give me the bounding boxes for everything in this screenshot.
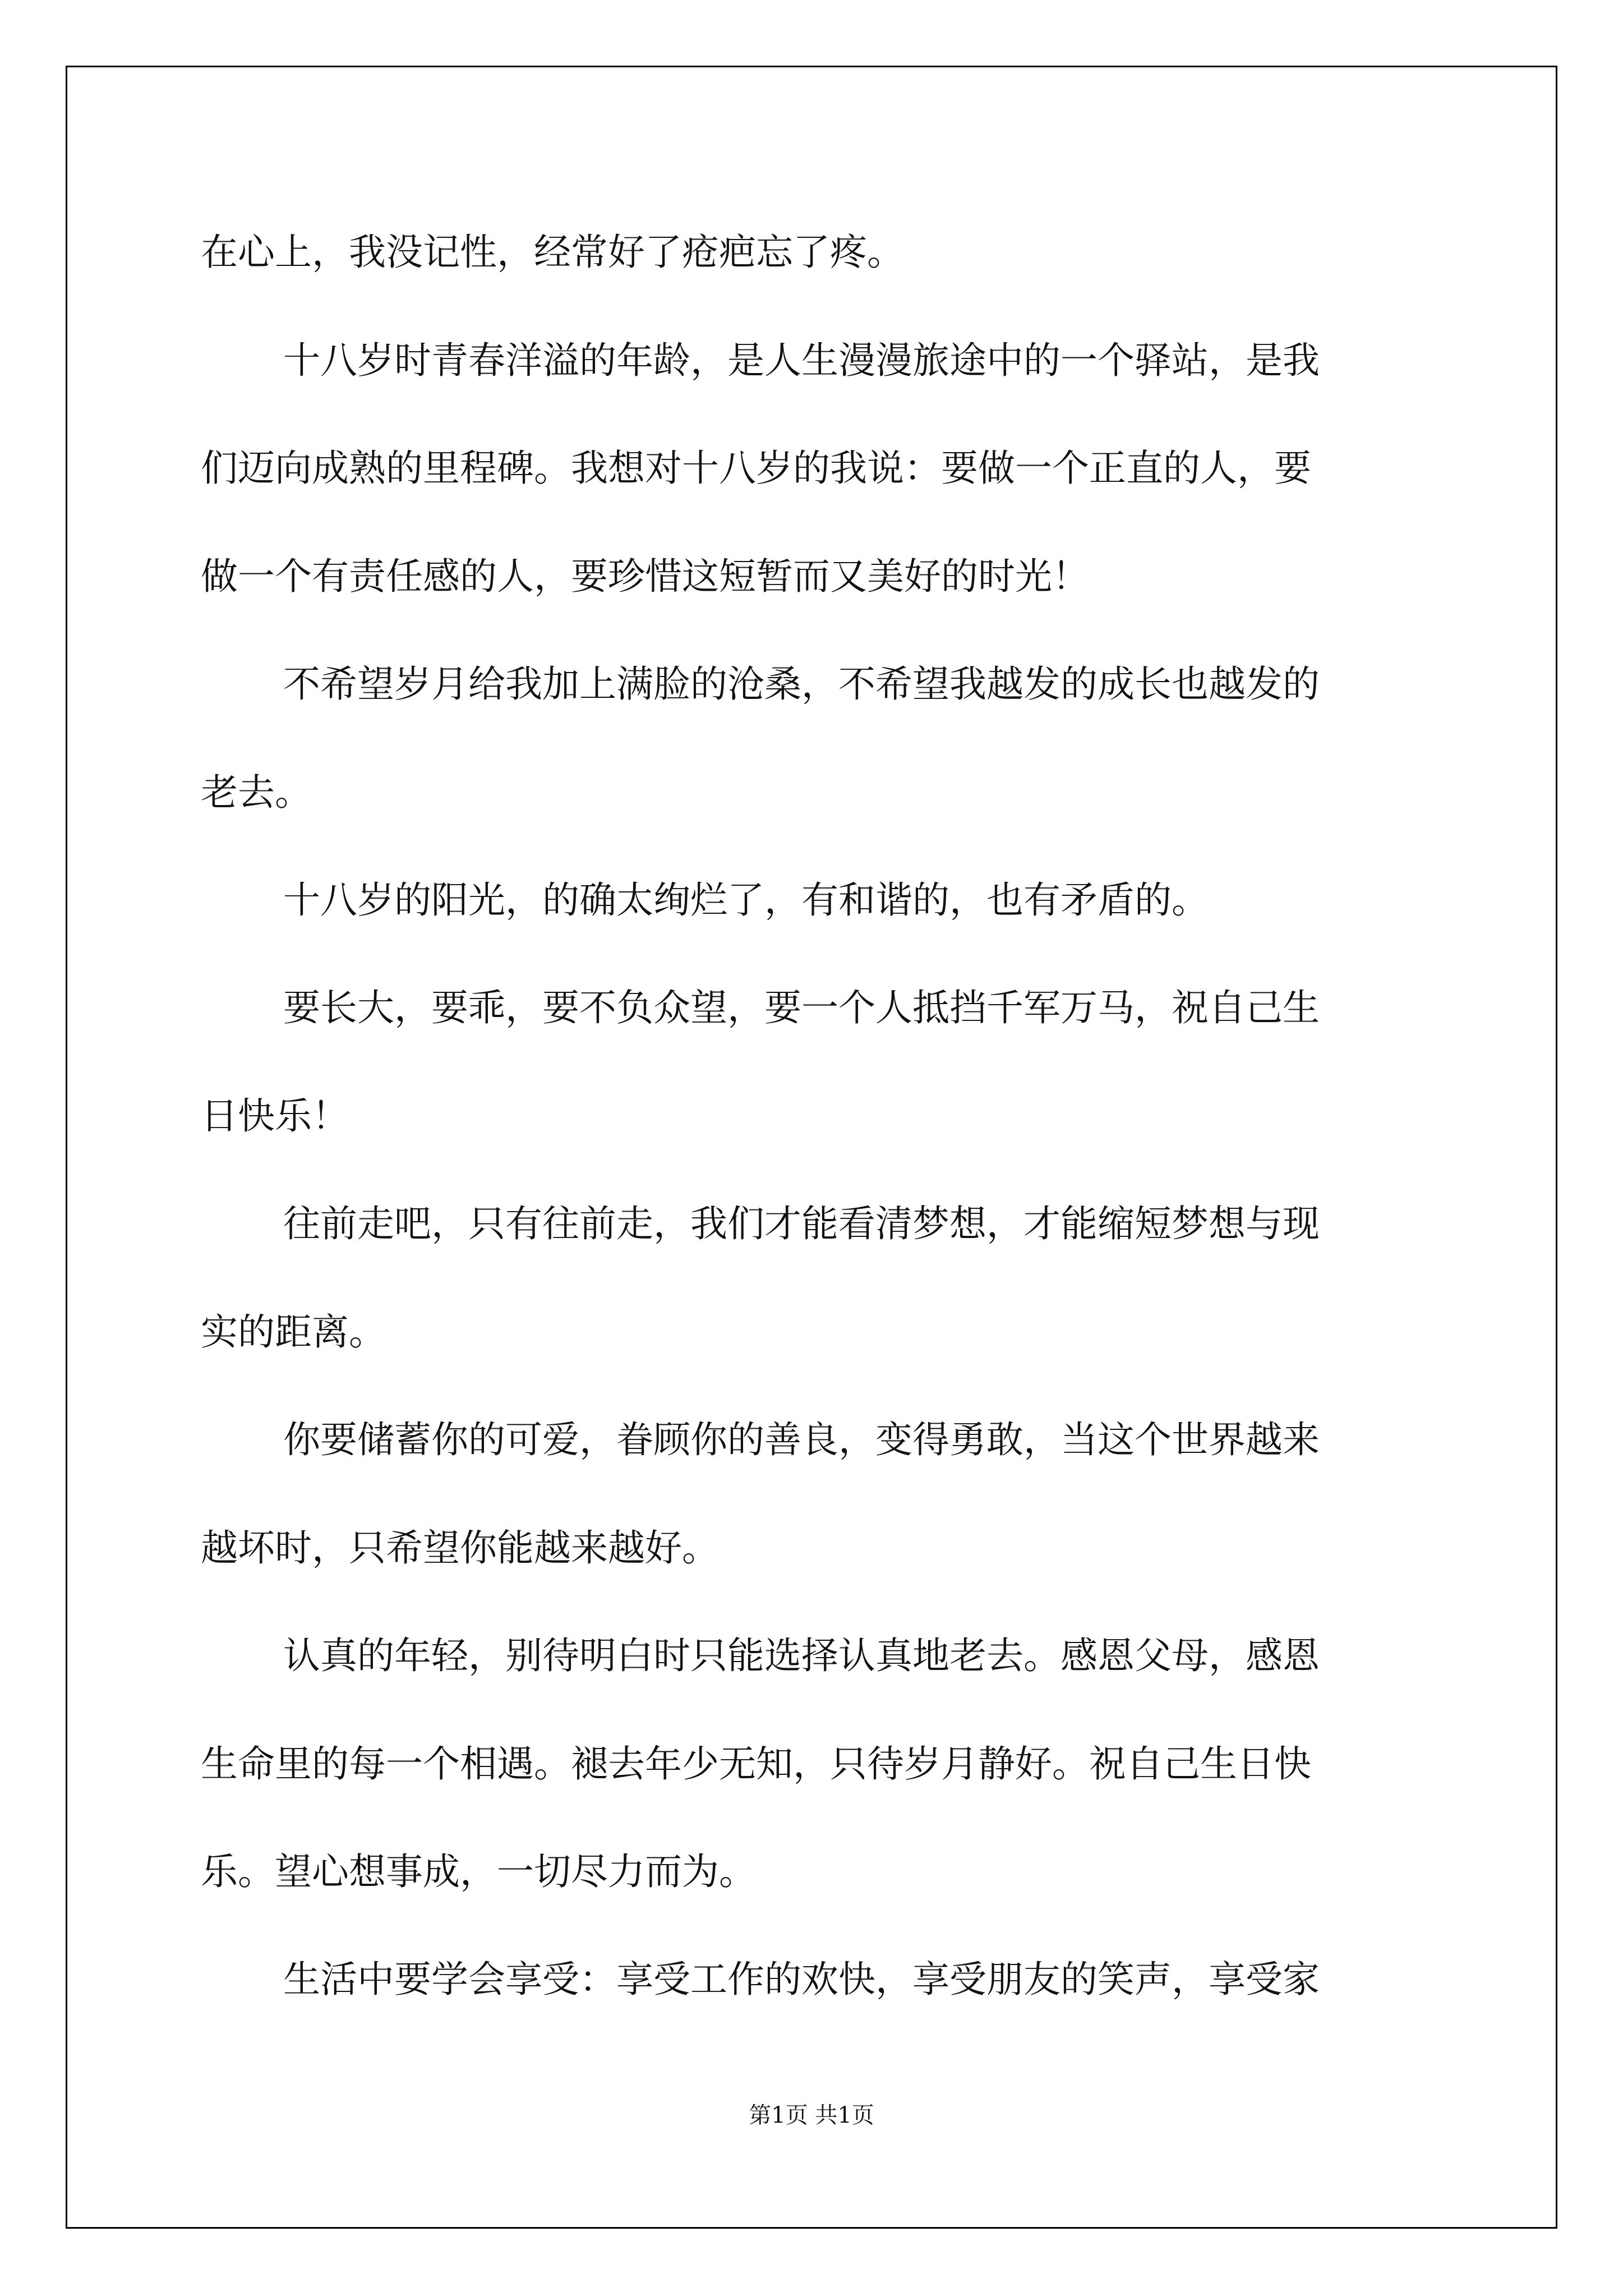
text-line: 实的距离。 — [201, 1310, 386, 1354]
text-line: 不希望岁月给我加上满脸的沧桑，不希望我越发的成长也越发的 — [283, 662, 1320, 706]
text-line: 十八岁时青春洋溢的年龄，是人生漫漫旅途中的一个驿站，是我 — [283, 339, 1320, 382]
text-line: 你要储蓄你的可爱，眷顾你的善良，变得勇敢，当这个世界越来 — [283, 1418, 1320, 1461]
text-line: 生活中要学会享受：享受工作的欢快，享受朋友的笑声，享受家 — [283, 1958, 1320, 2001]
text-line: 老去。 — [201, 771, 312, 814]
text-line: 往前走吧，只有往前走，我们才能看清梦想，才能缩短梦想与现 — [283, 1202, 1320, 1245]
text-line: 越坏时，只希望你能越来越好。 — [201, 1526, 719, 1570]
text-line: 生命里的每一个相遇。褪去年少无知，只待岁月静好。祝自己生日快 — [201, 1742, 1311, 1786]
text-line: 乐。望心想事成，一切尽力而为。 — [201, 1850, 756, 1893]
text-line: 要长大，要乖，要不负众望，要一个人抵挡千军万马，祝自己生 — [283, 986, 1320, 1029]
page-number-footer: 第1页 共1页 — [749, 2102, 874, 2128]
text-line: 做一个有责任感的人，要珍惜这短暂而又美好的时光！ — [201, 555, 1089, 598]
text-line: 十八岁的阳光，的确太绚烂了，有和谐的，也有矛盾的。 — [283, 878, 1209, 922]
text-line: 在心上，我没记性，经常好了疮疤忘了疼。 — [201, 231, 904, 274]
text-line: 日快乐！ — [201, 1094, 349, 1138]
text-line: 们迈向成熟的里程碑。我想对十八岁的我说：要做一个正直的人，要 — [201, 447, 1311, 490]
text-line: 认真的年轻，别待明白时只能选择认真地老去。感恩父母，感恩 — [283, 1634, 1320, 1677]
